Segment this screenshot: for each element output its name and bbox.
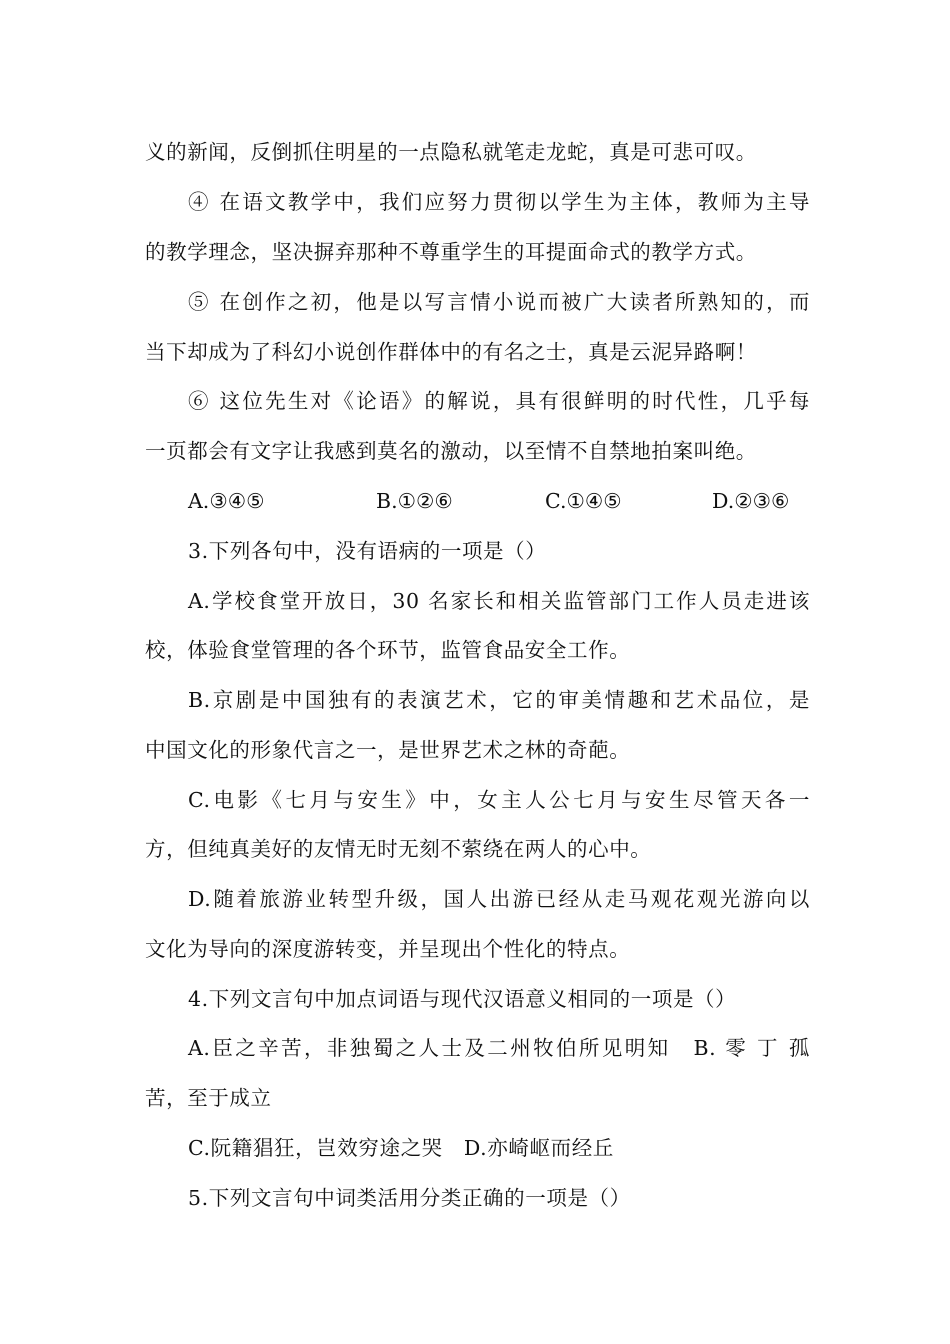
option-c: C.①④⑤ <box>545 489 622 513</box>
paragraph-line: A.臣之辛苦，非独蜀之人士及二州牧伯所见明知 B. 零 丁 孤 <box>188 1036 810 1060</box>
paragraph-line: A.学校食堂开放日，30 名家长和相关监管部门工作人员走进该 <box>188 589 810 613</box>
paragraph-line: ④ 在语文教学中，我们应努力贯彻以学生为主体，教师为主导 <box>188 190 810 214</box>
paragraph-line: 校，体验食堂管理的各个环节，监管食品安全工作。 <box>145 638 631 662</box>
option-a: A.③④⑤ <box>188 489 265 513</box>
paragraph-line: C.电影《七月与安生》中，女主人公七月与安生尽管天各一 <box>188 788 810 812</box>
paragraph-line: 一页都会有文字让我感到莫名的激动，以至情不自禁地拍案叫绝。 <box>145 439 757 463</box>
paragraph-line: B.京剧是中国独有的表演艺术，它的审美情趣和艺术品位，是 <box>188 688 810 712</box>
question-heading: 5.下列文言句中词类活用分类正确的一项是（） <box>188 1186 631 1210</box>
paragraph-line: D.随着旅游业转型升级，国人出游已经从走马观花观光游向以 <box>188 887 810 911</box>
paragraph-line: ⑥ 这位先生对《论语》的解说，具有很鲜明的时代性，几乎每 <box>188 389 810 413</box>
paragraph-line: 当下却成为了科幻小说创作群体中的有名之士，真是云泥异路啊！ <box>145 340 757 364</box>
paragraph-line: 方，但纯真美好的友情无时无刻不萦绕在两人的心中。 <box>145 837 652 861</box>
paragraph-line: 文化为导向的深度游转变，并呈现出个性化的特点。 <box>145 937 631 961</box>
answer-options <box>188 486 810 516</box>
paragraph-line: C.阮籍猖狂，岂效穷途之哭 D.亦崎岖而经丘 <box>188 1136 614 1160</box>
option-d: D.②③⑥ <box>712 489 790 513</box>
option-b: B.①②⑥ <box>376 489 453 513</box>
question-heading: 3.下列各句中，没有语病的一项是（） <box>188 539 547 563</box>
paragraph-line: 苦，至于成立 <box>145 1086 272 1110</box>
question-heading: 4.下列文言句中加点词语与现代汉语意义相同的一项是（） <box>188 987 737 1011</box>
paragraph-line: ⑤ 在创作之初，他是以写言情小说而被广大读者所熟知的，而 <box>188 290 810 314</box>
paragraph-line: 义的新闻，反倒抓住明星的一点隐私就笔走龙蛇，真是可悲可叹。 <box>145 140 757 164</box>
paragraph-line: 中国文化的形象代言之一，是世界艺术之林的奇葩。 <box>145 738 631 762</box>
paragraph-line: 的教学理念，坚决摒弃那种不尊重学生的耳提面命式的教学方式。 <box>145 240 757 264</box>
